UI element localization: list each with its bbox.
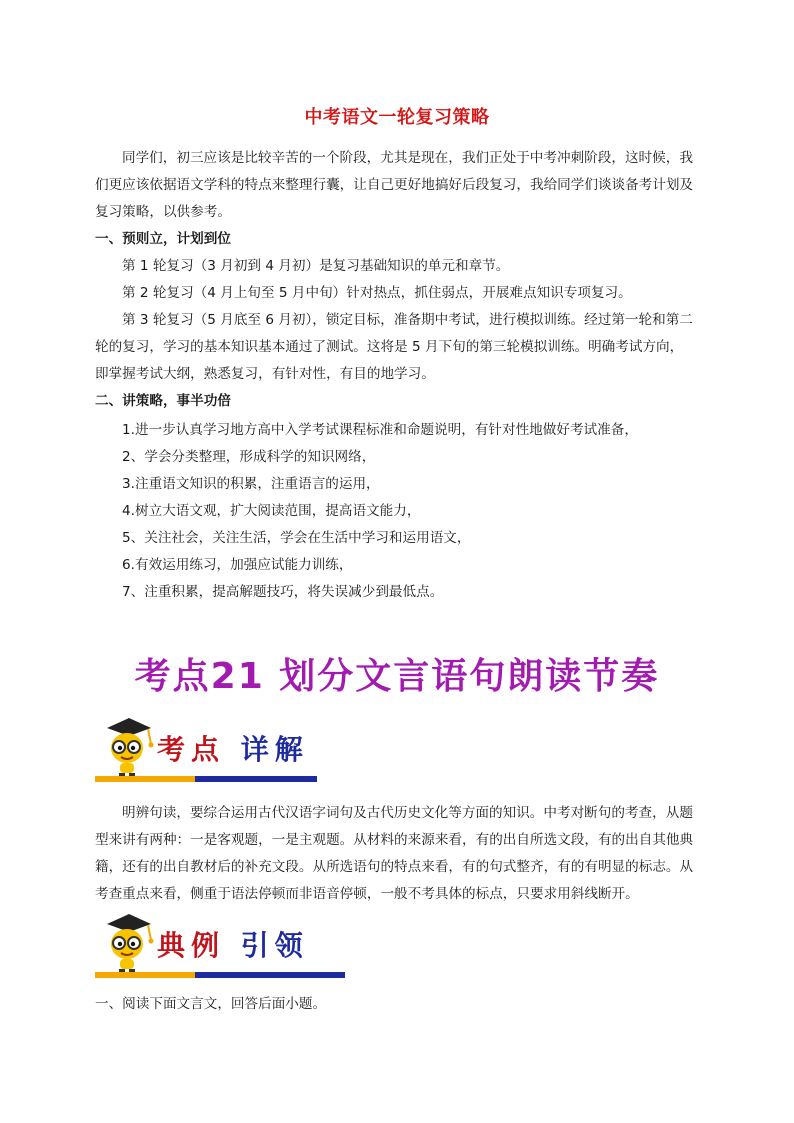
detail-banner-text [157,728,309,768]
strategy-item: 6.有效运用练习，加强应试能力训练， [122,557,353,573]
example-banner-text [157,924,309,964]
topic-title: 考点21 划分文言语句朗读节奏 [134,656,660,697]
scholar-mascot-icon [99,912,155,978]
detail-banner-part1: 考点 [157,733,226,766]
scholar-mascot-icon [99,716,155,782]
strategy-item: 3.注重语文知识的积累，注重语言的运用， [122,476,380,492]
round3-paragraph: 第 3 轮复习（5 月底至 6 月初），锁定目标，准备期中考试，进行模拟训练。经过第一轮和第二轮的复习，学习的基本知识基本通过了测试。这将是 5 月下旬的第三轮模拟训练。明确考试方向，即掌握考试大纲，熟悉复习，有针对性，有目的地学习。 [95,312,693,382]
round2-text: 第 2 轮复习（4 月上旬至 5 月中旬）针对热点，抓住弱点，开展难点知识专项复习。 [122,285,632,301]
strategy-item: 2、学会分类整理，形成科学的知识网络， [122,449,376,465]
strategy-item: 5、关注社会，关注生活，学会在生活中学习和运用语文， [122,530,471,546]
banner-underline [95,776,317,782]
example-banner-part2: 引领 [240,929,309,962]
document-title: 中考语文一轮复习策略 [304,107,490,128]
example-banner [95,912,395,982]
detail-banner-part2: 详解 [240,733,309,766]
strategy-item: 7、注重积累，提高解题技巧，将失误减少到最低点。 [122,584,444,600]
exercise-intro: 一、阅读下面文言文，回答后面小题。 [95,996,327,1012]
intro-paragraph: 同学们，初三应该是比较辛苦的一个阶段，尤其是现在，我们正处于中考冲刺阶段，这时候，我们更应该依据语文学科的特点来整理行囊，让自己更好地搞好后段复习，我给同学们谈谈备考计划及复习策略，以供参考。 [95,150,694,220]
round1-text: 第 1 轮复习（3 月初到 4 月初）是复习基础知识的单元和章节。 [122,258,510,274]
section2-heading: 二、讲策略，事半功倍 [95,393,231,409]
strategy-item: 4.树立大语文观，扩大阅读范围，提高语文能力， [122,503,421,519]
example-banner-part1: 典例 [157,929,226,962]
banner-underline [95,972,345,978]
section1-heading: 一、预则立，计划到位 [95,231,231,247]
strategy-item: 1.进一步认真学习地方高中入学考试课程标准和命题说明，有针对性地做好考试准备， [122,422,638,438]
detail-paragraph: 明辨句读，要综合运用古代汉语字词句及古代历史文化等方面的知识。中考对断句的考查，从题型来讲有两种：一是客观题，一是主观题。从材料的来源来看，有的出自所选文段，有的出自其他典籍，还有的出自教材后的补充文段。从所选语句的特点来看，有的句式整齐，有的有明显的标志。从考查重点来看，侧重于语法停顿而非语音停顿，一般不考具体的标点，只要求用斜线断开。 [95,805,694,902]
detail-banner [95,716,395,786]
